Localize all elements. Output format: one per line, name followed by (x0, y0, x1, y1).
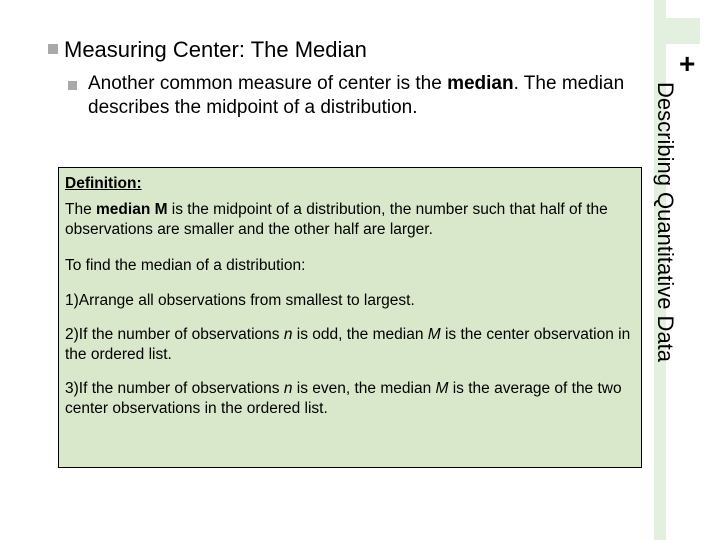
step-var: M (427, 326, 441, 343)
square-bullet-icon (48, 44, 58, 54)
step-text: is even, the median (292, 380, 436, 397)
square-bullet-icon (68, 81, 77, 90)
definition-paragraph (65, 200, 636, 240)
step-text: 3)If the number of observations (65, 380, 284, 397)
definition-heading: Definition: (65, 175, 142, 192)
slide-title-text: Measuring Center: The Median (64, 37, 367, 62)
step-3 (65, 379, 636, 419)
def-text: The (65, 201, 97, 218)
corner-accent-tab (654, 18, 700, 44)
definition-box (58, 167, 642, 468)
step-text: 2)If the number of observations (65, 326, 284, 343)
intro-bullet (68, 72, 628, 120)
def-text: is the midpoint of a distribution, the number such that half of the observations are smaller and the other half are larger. (65, 201, 608, 238)
slide-title (48, 36, 367, 64)
plus-icon: + (679, 48, 696, 79)
step-var: n (283, 326, 293, 343)
step-2 (65, 325, 636, 365)
intro-text-suffix: . The median describes the midpoint of a distribution. (88, 73, 625, 118)
step-1: 1)Arrange all observations from smallest to largest. (65, 292, 415, 309)
def-term: median M (96, 201, 168, 218)
procedure-intro: To find the median of a distribution: (65, 257, 306, 274)
section-side-title: Describing Quantitative Data (653, 82, 678, 363)
intro-text (88, 72, 628, 120)
step-var: n (283, 380, 293, 397)
step-text: is odd, the median (292, 326, 428, 343)
step-text: is the average of the two center observations in the ordered list. (65, 380, 622, 417)
intro-text-prefix: Another common measure of center is the (88, 73, 448, 94)
intro-term: median (447, 73, 514, 94)
step-text: is the center observation in the ordered list. (65, 326, 631, 363)
step-var: M (435, 380, 449, 397)
